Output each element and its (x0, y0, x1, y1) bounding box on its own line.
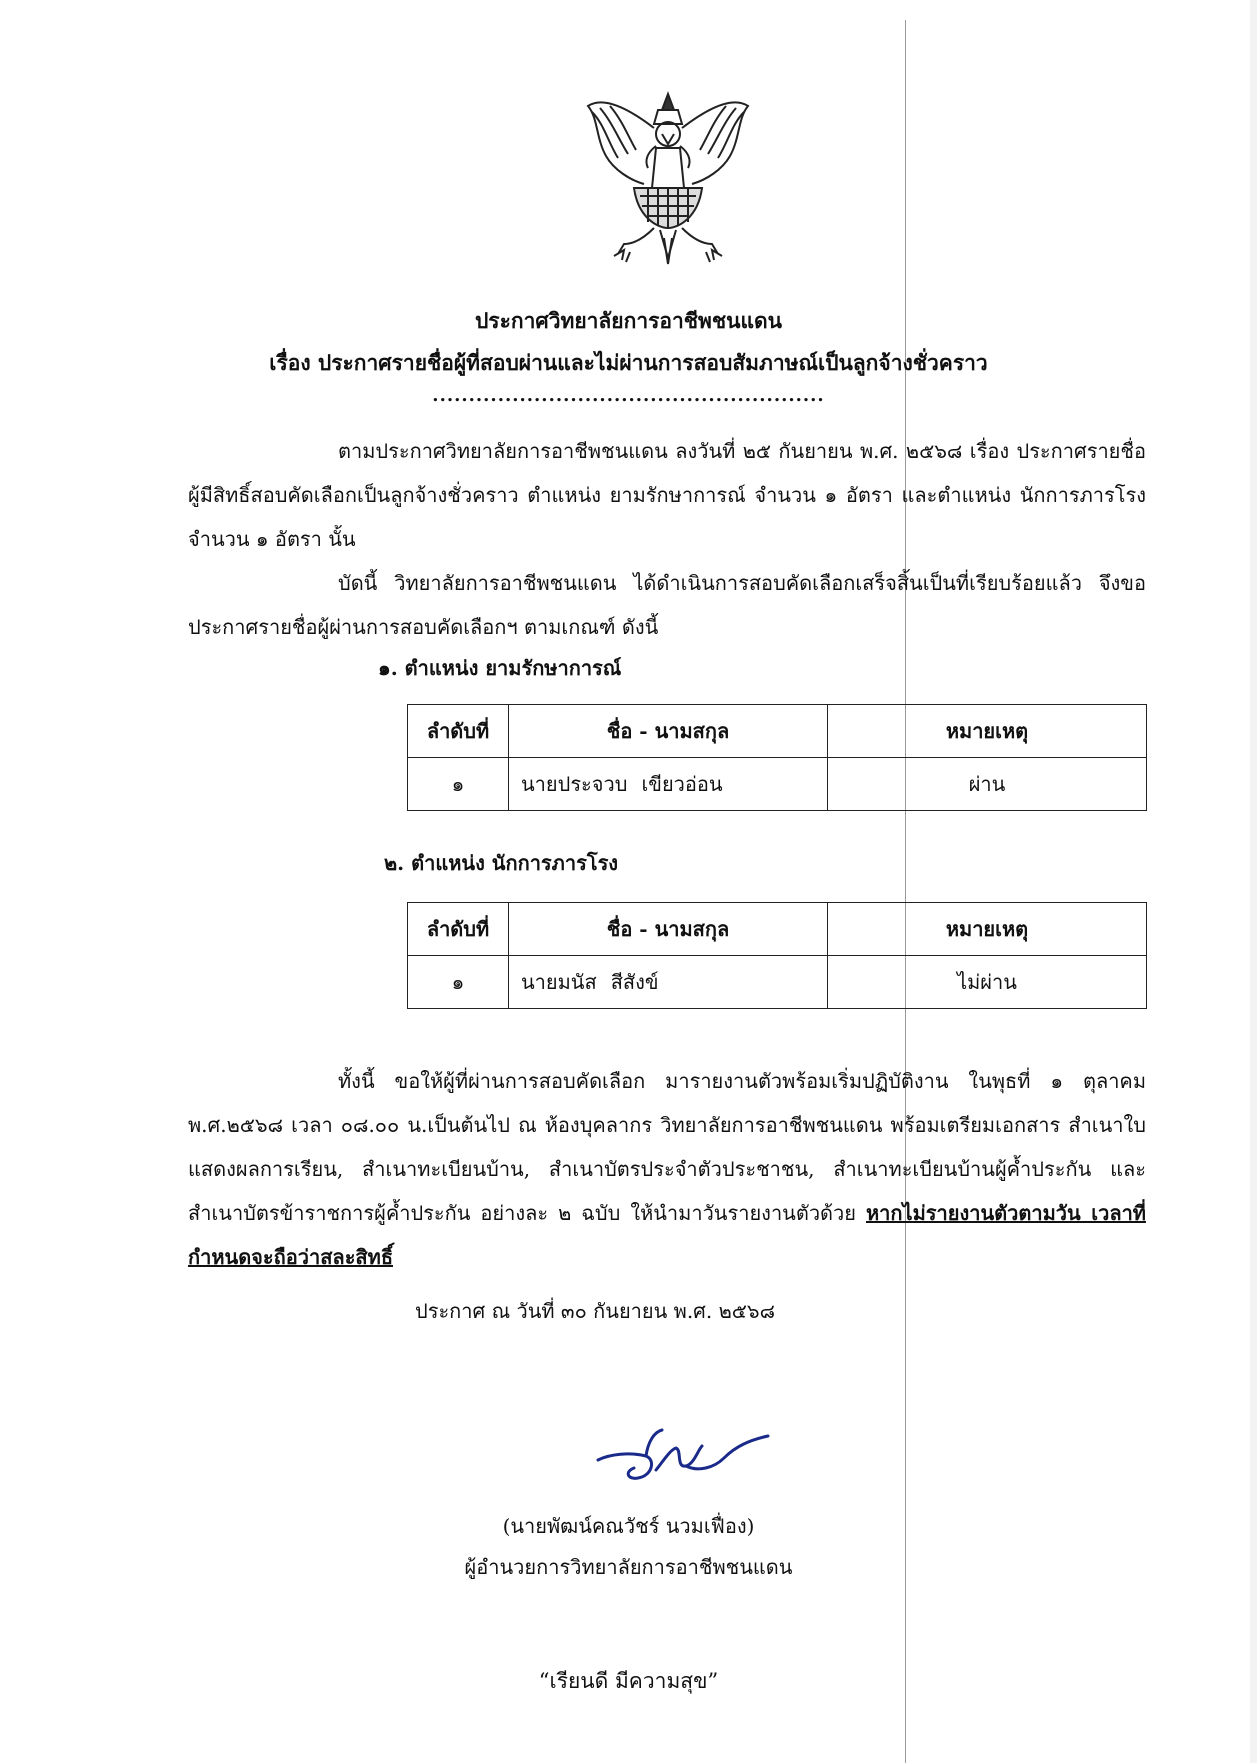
table-header-row (408, 903, 1147, 956)
row-name (509, 956, 828, 1009)
result-paragraph (188, 561, 1146, 649)
header-note: หมายเหตุ (828, 903, 1147, 956)
section-title-janitor: ๒. ตำแหน่ง นักการภารโรง (384, 851, 619, 875)
instruction-text: ทั้งนี้ ขอให้ผู้ที่ผ่านการสอบคัดเลือก มารายงานตัวพร้อมเริ่มปฏิบัติงาน ในพุธที่ ๑ ตุลาคม พ.ศ.๒๕๖๘ เวลา ๐๘.๐๐ น.เป็นต้นไป ณ ห้องบุคลากร วิทยาลัยการอาชีพชนแดน พร้อมเตรียมเอกสาร สำเนาใบแสดงผลการเรียน, สำเนาทะเบียนบ้าน, สำเนาบัตรประจำตัวประชาชน, สำเนาทะเบียนบ้านผู้ค้ำประกัน และสำเนาบัตรข้าราชการผู้ค้ำประกัน อย่างละ ๒ ฉบับ ให้นำมาวันรายงานตัวด้วย (188, 1069, 1146, 1225)
announcement-title: ประกาศวิทยาลัยการอาชีพชนแดน (474, 308, 783, 333)
results-table-janitor (407, 902, 1147, 1009)
signer-name: (นายพัฒน์คณวัชร์ นวมเฟื่อง) (502, 1514, 755, 1538)
row-note: ไม่ผ่าน (828, 956, 1147, 1009)
garuda-emblem-icon (578, 88, 758, 268)
header-name: ชื่อ - นามสกุล (509, 705, 828, 758)
row-last-name: สีสังข์ (610, 970, 659, 994)
row-no: ๑ (408, 758, 509, 811)
announce-date: ประกาศ ณ วันที่ ๓๐ กันยายน พ.ศ. ๒๕๖๘ (415, 1299, 776, 1323)
forfeit-warning: หากไม่รายงานตัวตามวัน เวลาที่กำหนดจะถือว่าสละสิทธิ์ (188, 1201, 1146, 1269)
row-note: ผ่าน (828, 758, 1147, 811)
page-edge (1250, 0, 1257, 1763)
college-slogan: “เรียนดี มีความสุข” (538, 1669, 719, 1693)
row-no: ๑ (408, 956, 509, 1009)
row-first-name: นายมนัส (521, 970, 597, 994)
announcement-subject: เรื่อง ประกาศรายชื่อผู้ที่สอบผ่านและไม่ผ่านการสอบสัมภาษณ์เป็นลูกจ้างชั่วคราว (269, 350, 988, 375)
result-text: บัดนี้ วิทยาลัยการอาชีพชนแดน ได้ดำเนินการสอบคัดเลือกเสร็จสิ้นเป็นที่เรียบร้อยแล้ว จึงขอประกาศรายชื่อผู้ผ่านการสอบคัดเลือกฯ ตามเกณฑ์ ดังนี้ (188, 571, 1146, 639)
row-name (509, 758, 828, 811)
row-first-name: นายประจวบ (521, 772, 628, 796)
scan-fold-line (905, 20, 906, 1763)
header-no: ลำดับที่ (408, 903, 509, 956)
instruction-paragraph (188, 1059, 1146, 1279)
intro-text: ตามประกาศวิทยาลัยการอาชีพชนแดน ลงวันที่ ๒๕ กันยายน พ.ศ. ๒๕๖๘ เรื่อง ประกาศรายชื่อผู้มีสิทธิ์สอบคัดเลือกเป็นลูกจ้างชั่วคราว ตำแหน่ง ยามรักษาการณ์ จำนวน ๑ อัตรา และตำแหน่ง นักการภารโรง จำนวน ๑ อัตรา นั้น (188, 439, 1146, 551)
header-no: ลำดับที่ (408, 705, 509, 758)
table-header-row (408, 705, 1147, 758)
table-row (408, 758, 1147, 811)
table-row (408, 956, 1147, 1009)
intro-paragraph (188, 429, 1146, 561)
header-note: หมายเหตุ (828, 705, 1147, 758)
handwritten-signature-icon (590, 1420, 775, 1490)
header-name: ชื่อ - นามสกุล (509, 903, 828, 956)
section-title-security: ๑. ตำแหน่ง ยามรักษาการณ์ (378, 656, 622, 680)
signer-position: ผู้อำนวยการวิทยาลัยการอาชีพชนแดน (464, 1555, 793, 1579)
row-last-name: เขียวอ่อน (641, 772, 723, 796)
title-divider: ...................................................... (432, 385, 825, 406)
results-table-security (407, 704, 1147, 811)
